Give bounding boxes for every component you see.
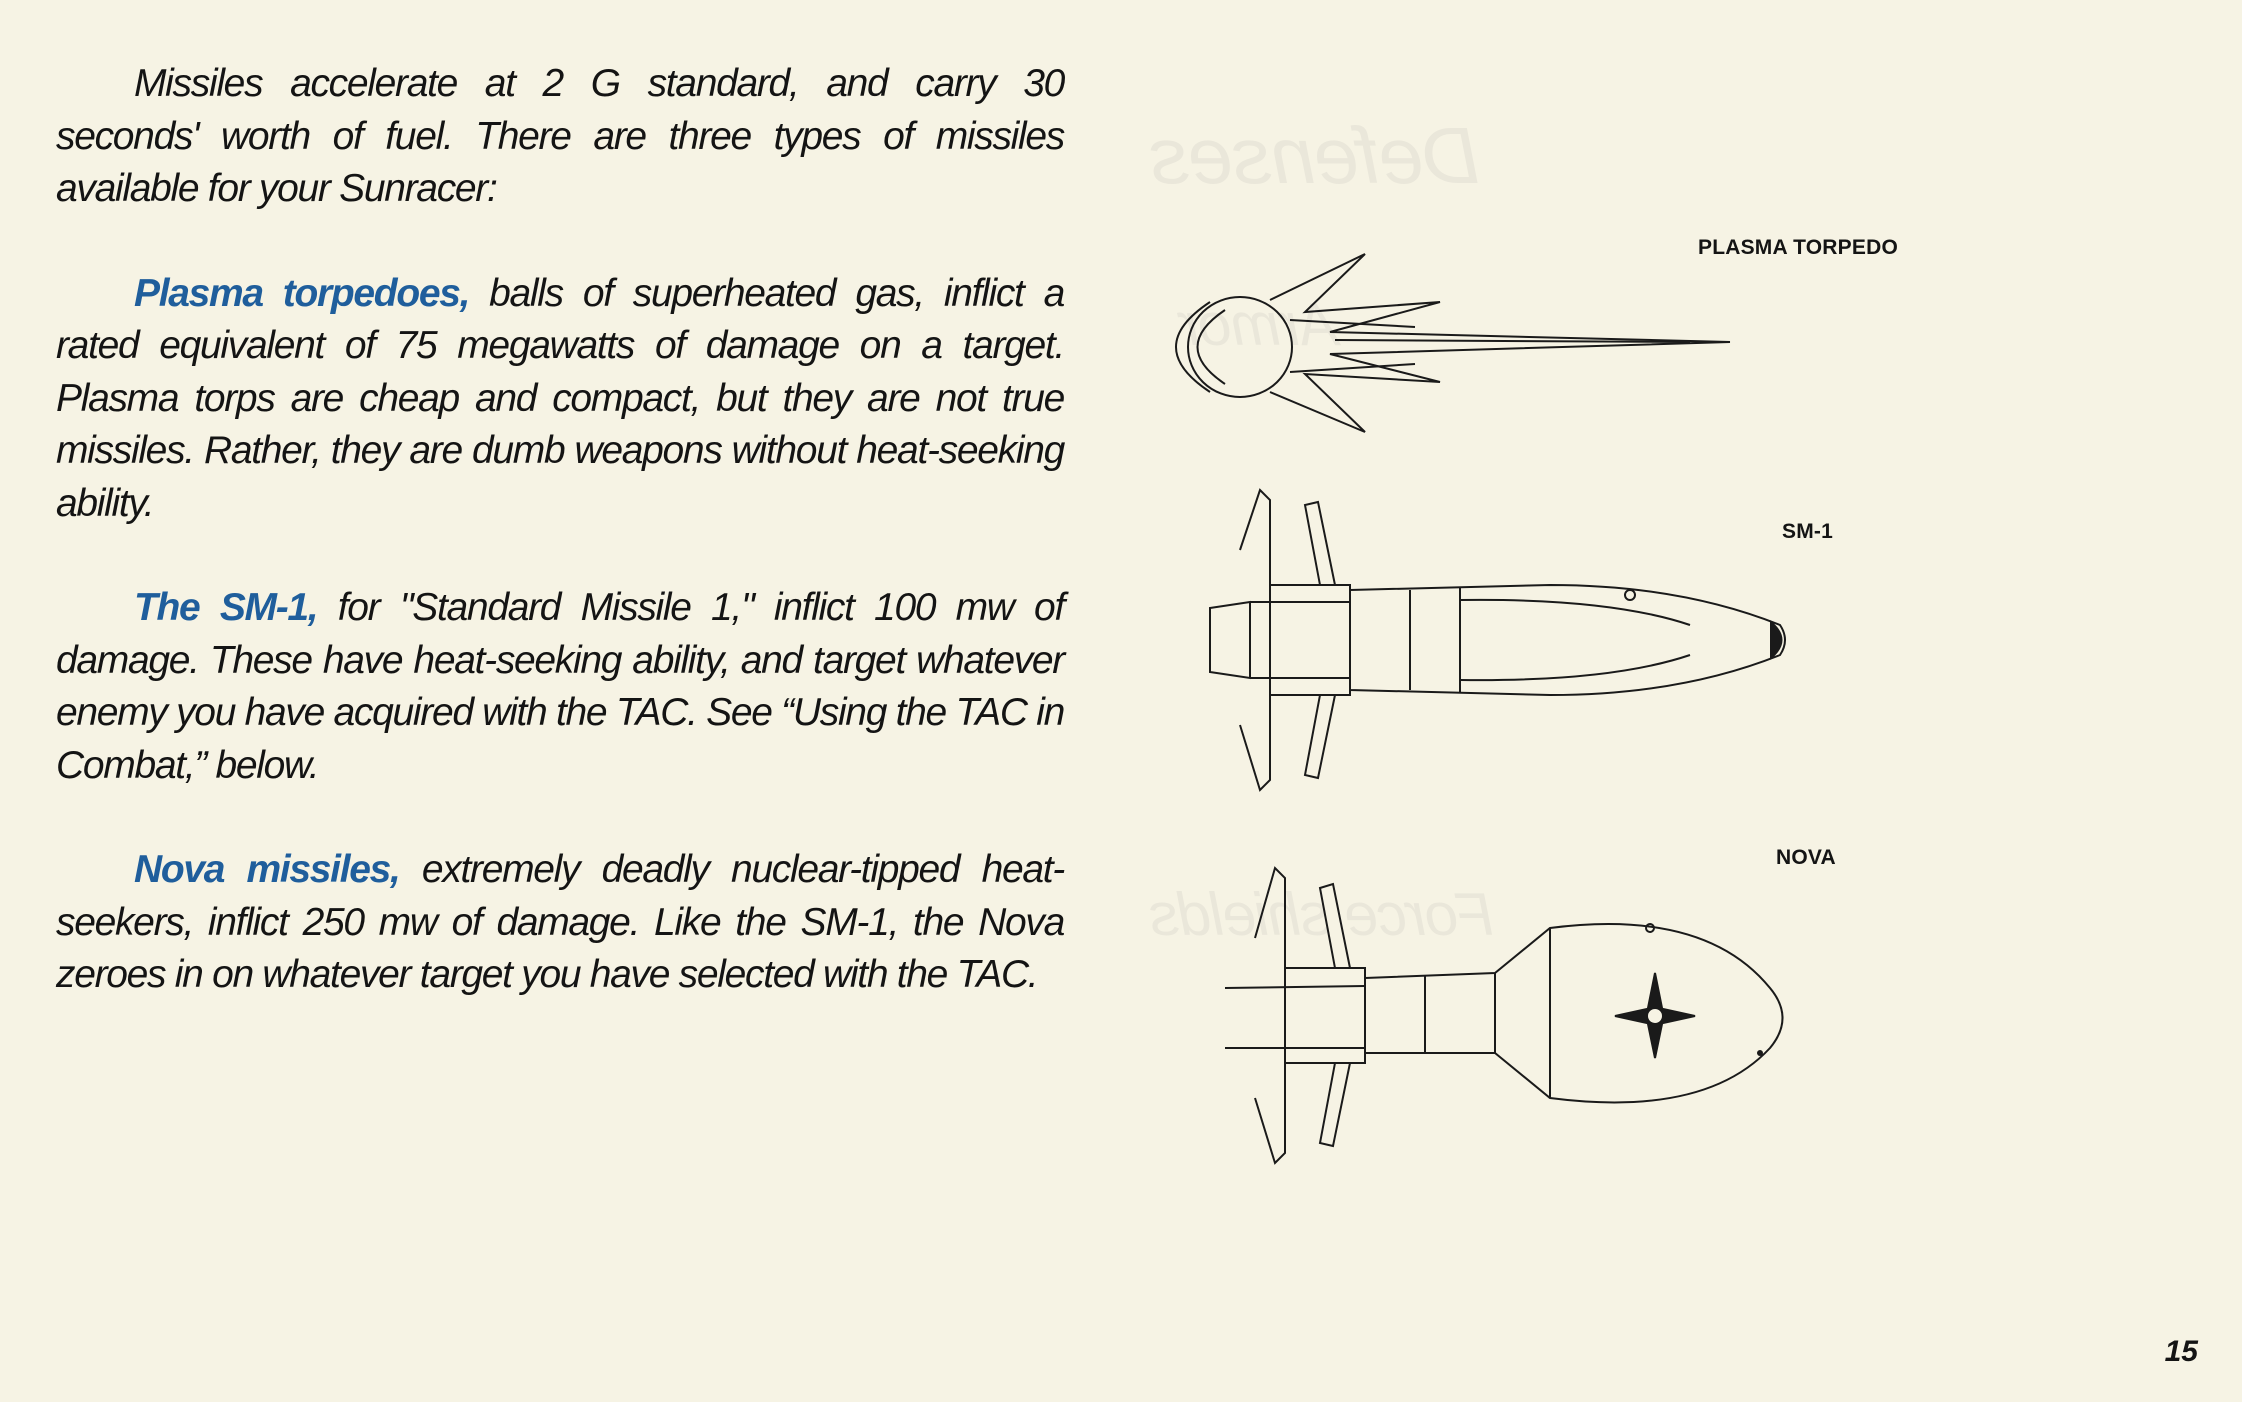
bleed-through-ghost-1: Defenses (1150, 111, 1480, 200)
page-number: 15 (2164, 1335, 2198, 1368)
nova-missile-illustration (1225, 858, 1795, 1168)
body-text-column (56, 58, 1064, 1054)
sm1-text: for "Standard Missile 1," inflict 100 mw of damage. These have heat-seeking ability, and target whatever enemy you have acquired with the TAC. See “Using the TAC in Combat,” below. (56, 586, 1064, 787)
nova-paragraph (56, 844, 1064, 1002)
nova-text: extremely deadly nuclear-tipped heat-seekers, inflict 250 mw of damage. Like the SM-1, the Nova zeroes in on whatever target you have selected with the TAC. (56, 848, 1064, 996)
plasma-paragraph (56, 268, 1064, 531)
plasma-torpedo-label: PLASMA TORPEDO (1698, 236, 1898, 259)
sm1-label: SM-1 (1782, 520, 1833, 543)
nova-term: Nova missiles, (134, 848, 400, 891)
nova-label: NOVA (1776, 846, 1836, 869)
sm1-term: The SM-1, (134, 586, 318, 629)
sm1-missile-illustration (1210, 490, 1790, 790)
plasma-torpedo-illustration (1130, 242, 1750, 442)
sm1-paragraph (56, 582, 1064, 792)
bleed-through-ghost-3: Force shields (1150, 881, 1494, 948)
intro-text: Missiles accelerate at 2 G standard, and carry 30 seconds' worth of fuel. There are three types of missiles available for your Sunracer: (56, 62, 1064, 210)
bleed-through-ghost-2: Armor (1180, 291, 1339, 358)
intro-paragraph (56, 58, 1064, 216)
plasma-text: balls of superheated gas, inflict a rated equivalent of 75 megawatts of damage on a target. Plasma torps are cheap and compact, but they are not true missiles. Rather, they are dumb weapons without heat-seeking ability. (56, 271, 1064, 525)
plasma-term: Plasma torpedoes, (134, 271, 470, 315)
